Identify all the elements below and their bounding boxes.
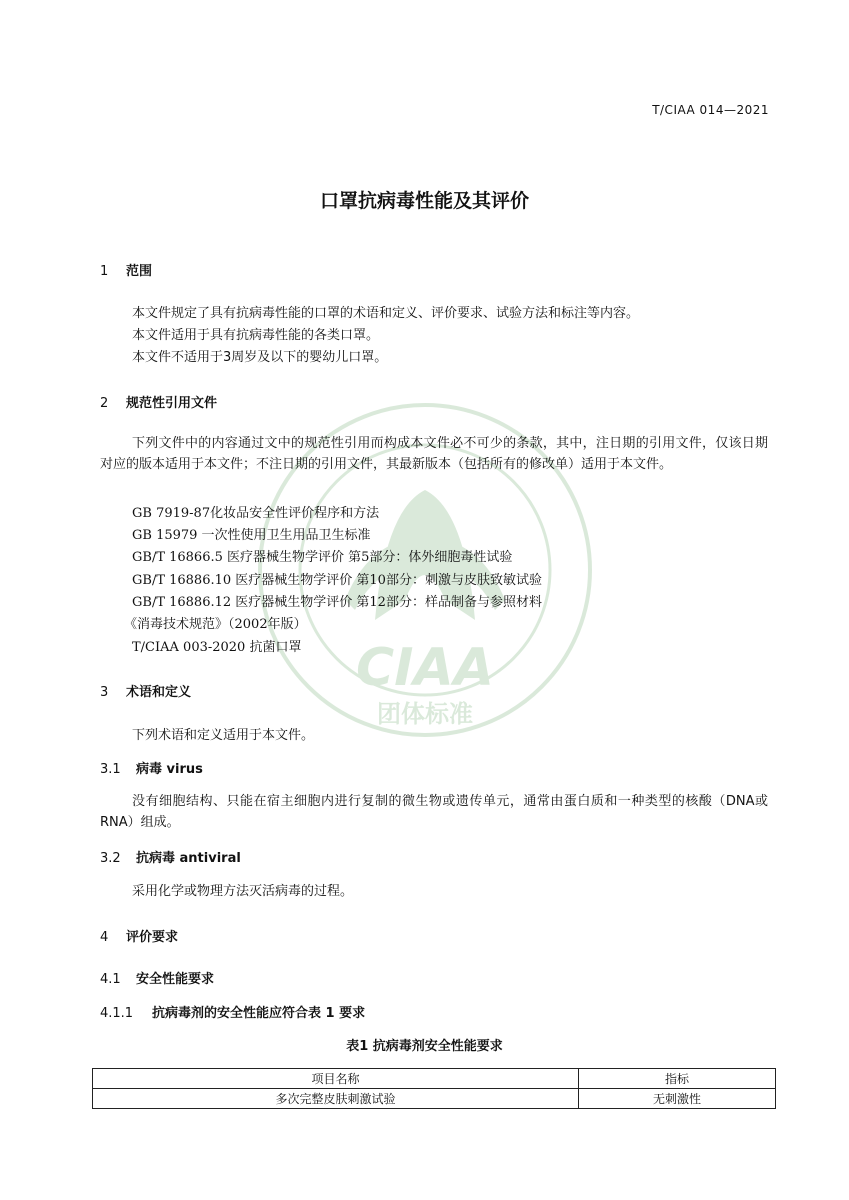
section-number: 4 bbox=[100, 930, 109, 945]
table-caption: 表1 抗病毒剂安全性能要求 bbox=[346, 1039, 503, 1054]
paragraph: 本文件不适用于3周岁及以下的婴幼儿口罩。 bbox=[132, 350, 388, 365]
page-title: 口罩抗病毒性能及其评价 bbox=[319, 190, 529, 212]
table-row bbox=[93, 1089, 776, 1109]
table-header-cell: 指标 bbox=[579, 1069, 776, 1089]
clause-number: 3.2 bbox=[100, 851, 121, 866]
section-number: 2 bbox=[100, 396, 109, 411]
clause-4-1-1-heading bbox=[100, 1002, 365, 1021]
section-title: 范围 bbox=[126, 264, 153, 279]
watermark-subtitle: 团体标准 bbox=[377, 700, 473, 728]
clause-number: 4.1 bbox=[100, 972, 121, 987]
requirements-table bbox=[92, 1068, 776, 1109]
reference-item: GB/T 16886.12 医疗器械生物学评价 第12部分：样品制备与参照材料 bbox=[132, 595, 542, 610]
reference-item: GB 7919-87化妆品安全性评价程序和方法 bbox=[132, 506, 380, 521]
section-2-heading bbox=[100, 392, 217, 411]
clause-number: 4.1.1 bbox=[100, 1006, 134, 1021]
watermark-brand: CIAA bbox=[356, 638, 494, 698]
clause-number: 3.1 bbox=[100, 762, 121, 777]
term-definition: 没有细胞结构、只能在宿主细胞内进行复制的微生物或遗传单元，通常由蛋白质和一种类型的核酸（DNA或RNA）组成。 bbox=[100, 794, 768, 830]
section-4-heading bbox=[100, 926, 178, 945]
section-title: 评价要求 bbox=[126, 930, 179, 945]
reference-item: GB 15979 一次性使用卫生用品卫生标准 bbox=[132, 528, 371, 543]
paragraph: 本文件适用于具有抗病毒性能的各类口罩。 bbox=[132, 328, 380, 343]
paragraph: 本文件规定了具有抗病毒性能的口罩的术语和定义、评价要求、试验方法和标注等内容。 bbox=[132, 306, 640, 321]
clause-4-1-heading bbox=[100, 968, 214, 987]
section-number: 3 bbox=[100, 685, 109, 700]
term-title: 抗病毒 antiviral bbox=[136, 851, 241, 866]
table-cell: 多次完整皮肤刺激试验 bbox=[93, 1089, 579, 1109]
reference-item: GB/T 16866.5 医疗器械生物学评价 第5部分：体外细胞毒性试验 bbox=[132, 550, 513, 565]
table-header-cell: 项目名称 bbox=[93, 1069, 579, 1089]
reference-item: T/CIAA 003-2020 抗菌口罩 bbox=[132, 640, 302, 655]
table-cell: 无刺激性 bbox=[579, 1089, 776, 1109]
section-title: 规范性引用文件 bbox=[126, 396, 218, 411]
paragraph: 下列文件中的内容通过文中的规范性引用而构成本文件必不可少的条款，其中，注日期的引用文件，仅该日期对应的版本适用于本文件；不注日期的引用文件，其最新版本（包括所有的修改单）适用于本文件。 bbox=[100, 436, 768, 472]
reference-item: 《消毒技术规范》（2002年版） bbox=[124, 617, 307, 632]
paragraph: 下列术语和定义适用于本文件。 bbox=[132, 728, 315, 743]
term-title: 病毒 virus bbox=[136, 762, 203, 777]
term-definition: 采用化学或物理方法灭活病毒的过程。 bbox=[132, 884, 354, 899]
reference-item: GB/T 16886.10 医疗器械生物学评价 第10部分：刺激与皮肤致敏试验 bbox=[132, 573, 542, 588]
section-title: 术语和定义 bbox=[126, 685, 192, 700]
document-id: T/CIAA 014—2021 bbox=[652, 103, 769, 117]
term-3-1-heading bbox=[100, 758, 203, 777]
table-header-row bbox=[93, 1069, 776, 1089]
clause-title: 抗病毒剂的安全性能应符合表 1 要求 bbox=[152, 1006, 366, 1021]
section-number: 1 bbox=[100, 264, 109, 279]
clause-title: 安全性能要求 bbox=[136, 972, 215, 987]
term-3-2-heading bbox=[100, 847, 241, 866]
section-1-heading bbox=[100, 260, 152, 279]
section-3-heading bbox=[100, 681, 191, 700]
